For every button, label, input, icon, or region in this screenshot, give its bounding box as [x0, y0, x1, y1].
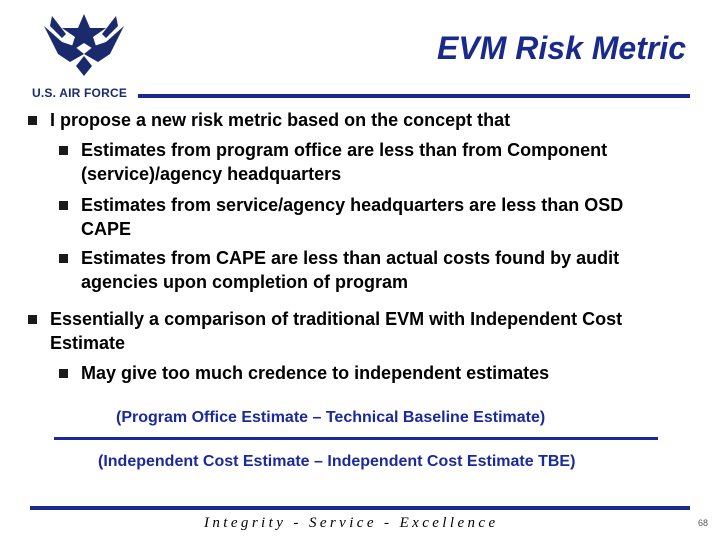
- title-divider: [138, 94, 690, 98]
- bullet-text: I propose a new risk metric based on the concept that: [50, 110, 511, 130]
- sub-bullet-text: May give too much credence to independent estimates: [81, 363, 550, 383]
- sub-bullet-text: Estimates from CAPE are less than actual costs found by audit: [81, 248, 620, 268]
- sub-bullet-text: CAPE: [81, 219, 132, 239]
- bullet-square-icon: [28, 315, 37, 324]
- sub-bullet-item: [0, 246, 720, 296]
- air-force-logo: [28, 6, 140, 100]
- bullet-text: Estimate: [50, 333, 126, 353]
- page-title: EVM Risk Metric: [437, 30, 686, 66]
- bullet-square-icon: [59, 254, 68, 263]
- sub-bullet-item: [0, 138, 720, 188]
- bullet-item: [0, 108, 720, 138]
- footer-divider: [30, 506, 690, 510]
- bullet-item: [0, 307, 720, 357]
- page-number: 68: [698, 518, 709, 528]
- air-force-wings-icon: [44, 6, 124, 78]
- logo-text: U.S. AIR FORCE: [32, 86, 128, 100]
- sub-bullet-text: Estimates from program office are less than from Component: [81, 140, 608, 160]
- bullet-text: Essentially a comparison of traditional EVM with Independent Cost: [50, 309, 623, 329]
- formula-numerator: (Program Office Estimate – Technical Baseline Estimate): [116, 409, 546, 426]
- sub-bullet-text: agencies upon completion of program: [81, 272, 409, 292]
- footer-motto: Integrity - Service - Excellence: [204, 515, 499, 531]
- sub-bullet-item: [0, 361, 720, 387]
- bullet-square-icon: [59, 146, 68, 155]
- formula-denominator: (Independent Cost Estimate – Independent Cost Estimate TBE): [98, 453, 576, 470]
- bullet-square-icon: [59, 201, 68, 210]
- sub-bullet-text: (service)/agency headquarters: [81, 164, 342, 184]
- sub-bullet-text: Estimates from service/agency headquarters are less than OSD: [81, 195, 624, 215]
- bullet-square-icon: [28, 116, 37, 125]
- bullet-square-icon: [59, 369, 68, 378]
- fraction-bar: [54, 437, 658, 440]
- sub-bullet-item: [0, 193, 720, 243]
